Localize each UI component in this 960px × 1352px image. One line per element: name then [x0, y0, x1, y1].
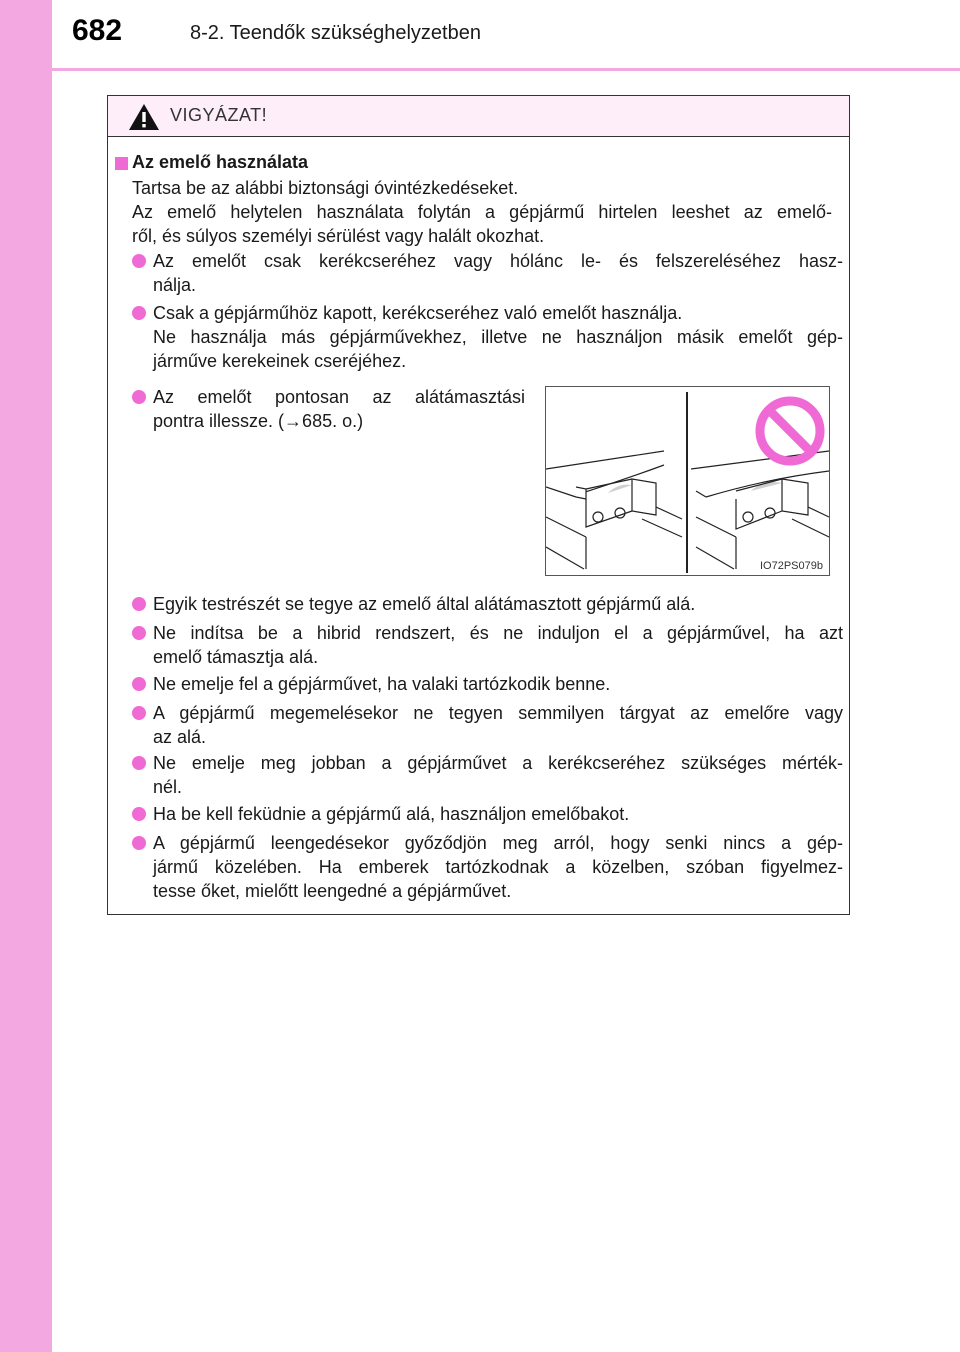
bullet-line: Ne emelje fel a gépjárművet, ha valaki tartózkodik benne. — [153, 674, 611, 694]
bullet-line: nálja. — [153, 275, 197, 295]
circle-bullet-icon — [132, 706, 146, 720]
jack-illustration — [545, 386, 830, 576]
square-marker-icon — [115, 157, 128, 170]
jack-point-drawing — [546, 387, 829, 575]
bullet-line: Az emelőt csak kerékcseréhez vagy hólánc le- és felszereléséhez hasz- — [153, 251, 843, 271]
circle-bullet-icon — [132, 807, 146, 821]
circle-bullet-icon — [132, 597, 146, 611]
bullet-line: tesse őket, mielőtt leengedné a gépjárművet. — [153, 881, 512, 901]
warning-title: VIGYÁZAT! — [170, 105, 268, 125]
bullet-line: Csak a gépjárműhöz kapott, kerékcseréhez való emelőt használja. — [153, 303, 683, 323]
page-sidebar — [0, 0, 52, 1352]
intro-line: Az emelő helytelen használata folytán a gépjármű hirtelen leeshet az emelő- — [132, 202, 832, 222]
warning-triangle-icon — [128, 103, 160, 131]
bullet-line: Ne használja más gépjárművekhez, illetve ne használjon másik emelőt gép- — [153, 327, 843, 347]
bullet-line: Egyik testrészét se tegye az emelő által alátámasztott gépjármű alá. — [153, 594, 696, 614]
bullet-line: pontra illessze. (→685. o.) — [153, 411, 364, 431]
page-number: 682 — [72, 14, 123, 47]
bullet-line: Ne emelje meg jobban a gépjárművet a kerékcseréhez szükséges mérték- — [153, 753, 843, 773]
intro-line: Tartsa be az alábbi biztonsági óvintézkedéseket. — [132, 178, 519, 198]
bullet-line: emelő támasztja alá. — [153, 647, 319, 667]
warning-box — [107, 95, 850, 915]
header-rule — [52, 68, 960, 71]
circle-bullet-icon — [132, 677, 146, 691]
bullet-line: A gépjármű leengedésekor győződjön meg arról, hogy senki nincs a gép- — [153, 833, 843, 853]
bullet-line: Az emelőt pontosan az alátámasztási — [153, 387, 525, 407]
section-heading: Az emelő használata — [132, 152, 309, 172]
bullet-line: Ha be kell feküdnie a gépjármű alá, használjon emelőbakot. — [153, 804, 630, 824]
bullet-line: járműve kerekeinek cseréjéhez. — [153, 351, 407, 371]
bullet-line: nél. — [153, 777, 183, 797]
figure-code: IO72PS079b — [760, 560, 823, 572]
warning-content — [108, 136, 849, 914]
bullet-line: az alá. — [153, 727, 207, 747]
circle-bullet-icon — [132, 306, 146, 320]
prohibited-icon — [760, 401, 820, 461]
circle-bullet-icon — [132, 756, 146, 770]
section-title: 8-2. Teendők szükséghelyzetben — [190, 22, 481, 44]
circle-bullet-icon — [132, 626, 146, 640]
circle-bullet-icon — [132, 390, 146, 404]
circle-bullet-icon — [132, 836, 146, 850]
bullet-line: Ne indítsa be a hibrid rendszert, és ne induljon el a gépjárművel, ha azt — [153, 623, 843, 643]
warning-header — [108, 96, 849, 137]
intro-line: ről, és súlyos személyi sérülést vagy halált okozhat. — [132, 226, 545, 246]
circle-bullet-icon — [132, 254, 146, 268]
bullet-line: jármű közelében. Ha emberek tartózkodnak a közelben, szóban figyelmez- — [153, 857, 843, 877]
bullet-line: A gépjármű megemelésekor ne tegyen semmilyen tárgyat az emelőre vagy — [153, 703, 843, 723]
